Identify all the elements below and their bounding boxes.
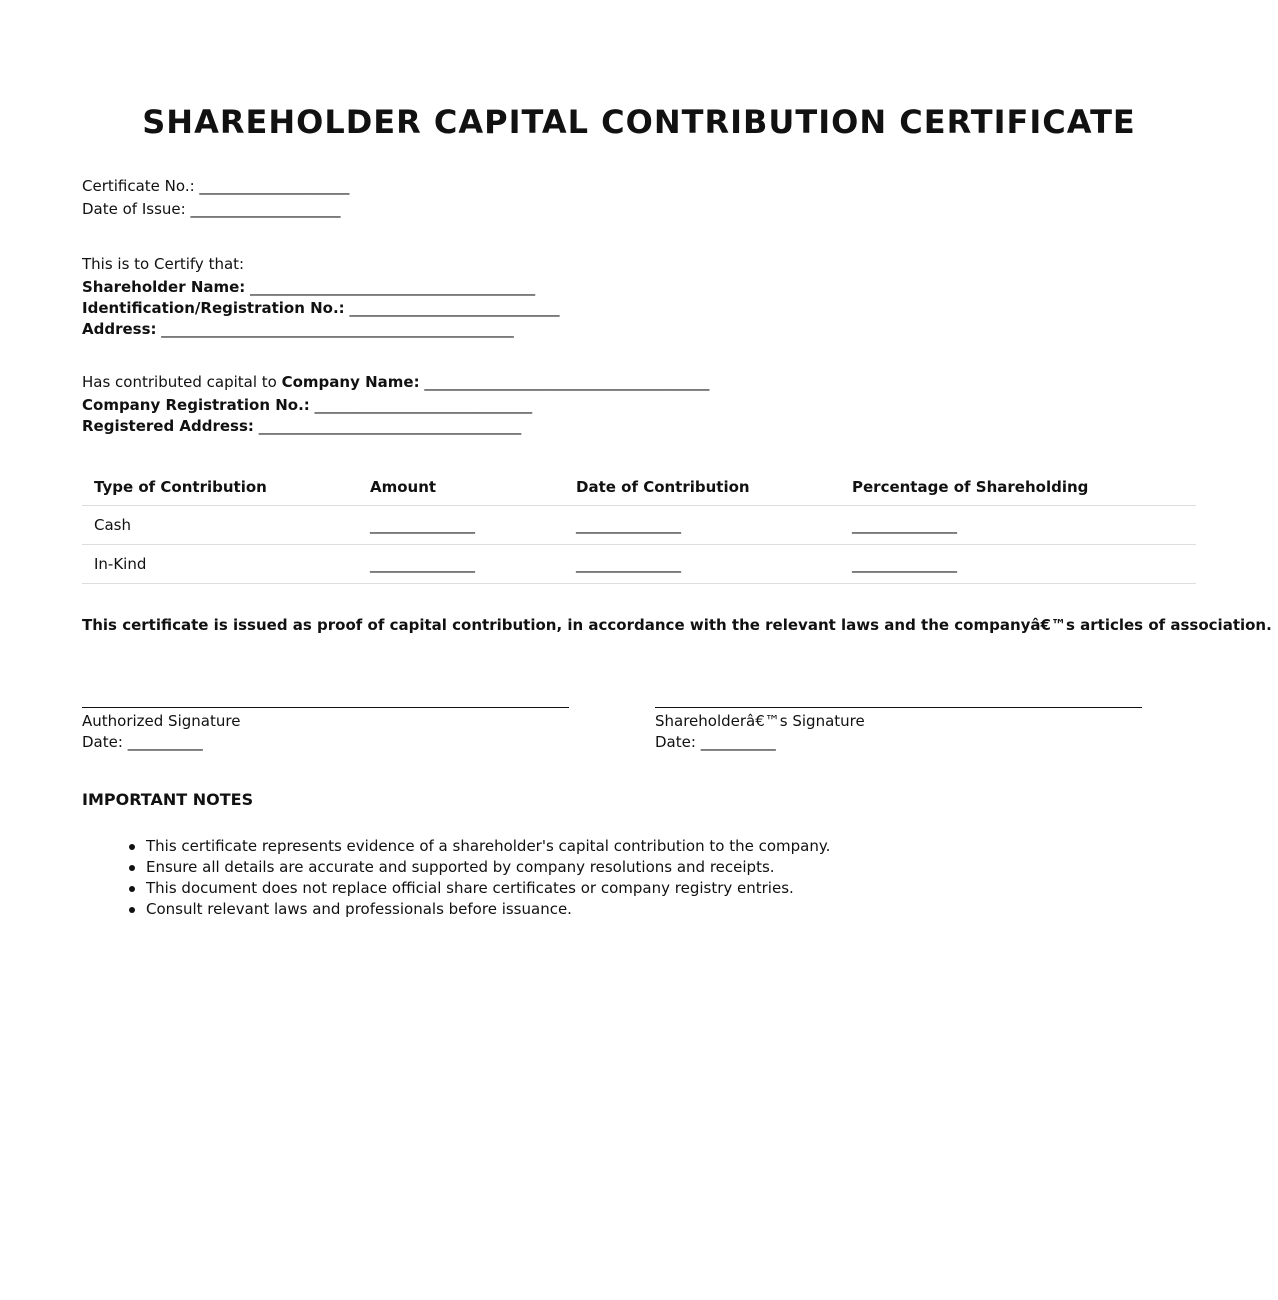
certify-intro: This is to Certify that:	[82, 255, 245, 273]
date-label: Date:	[82, 733, 123, 751]
table-cell: ______________	[576, 516, 681, 534]
table-cell: ______________	[852, 555, 957, 573]
shareholder-name-label: Shareholder Name:	[82, 278, 246, 296]
date-label: Date:	[655, 733, 696, 751]
certificate-no-blank: ____________________	[199, 177, 350, 195]
list-item: This certificate represents evidence of a shareholder's capital contribution to the company.	[146, 837, 831, 855]
table-row	[82, 545, 1196, 584]
registered-address-field	[82, 416, 521, 437]
company-name-label: Company Name:	[281, 373, 420, 391]
notes-list	[146, 836, 830, 920]
contribution-table	[82, 468, 1196, 584]
date-blank: __________	[700, 733, 776, 751]
company-name-blank: ______________________________________	[424, 373, 710, 391]
company-registration-field	[82, 395, 532, 416]
notes-title: IMPORTANT NOTES	[82, 790, 254, 809]
address-label: Address:	[82, 320, 157, 338]
registered-address-label: Registered Address:	[82, 417, 254, 435]
table-cell: In-Kind	[94, 555, 147, 573]
certificate-no-label: Certificate No.:	[82, 177, 195, 195]
table-header-cell: Percentage of Shareholding	[852, 478, 1089, 496]
certificate-statement: This certificate is issued as proof of capital contribution, in accordance with the relevant laws and the companyâ€™s articles of association.	[82, 616, 1272, 634]
authorized-signature-label: Authorized Signature	[82, 712, 241, 730]
table-header-cell: Type of Contribution	[94, 478, 267, 496]
authorized-signature-block	[82, 707, 569, 753]
signature-line	[82, 707, 569, 708]
shareholder-name-field	[82, 277, 535, 298]
certificate-no-field	[82, 176, 349, 197]
date-of-issue-blank: ____________________	[190, 200, 341, 218]
table-cell: ______________	[370, 516, 475, 534]
date-blank: __________	[127, 733, 203, 751]
address-blank: _______________________________________________	[161, 320, 514, 338]
table-cell: ______________	[576, 555, 681, 573]
table-header-cell: Date of Contribution	[576, 478, 750, 496]
company-name-field	[82, 372, 709, 393]
table-cell: ______________	[852, 516, 957, 534]
authorized-signature-date	[82, 732, 569, 753]
shareholder-signature-label: Shareholderâ€™s Signature	[655, 712, 865, 730]
date-of-issue-label: Date of Issue:	[82, 200, 186, 218]
signature-line	[655, 707, 1142, 708]
id-no-field	[82, 298, 559, 319]
table-cell: Cash	[94, 516, 131, 534]
company-intro: Has contributed capital to	[82, 373, 277, 391]
list-item: This document does not replace official share certificates or company registry entries.	[146, 878, 830, 899]
company-registration-label: Company Registration No.:	[82, 396, 310, 414]
table-cell: ______________	[370, 555, 475, 573]
id-no-label: Identification/Registration No.:	[82, 299, 345, 317]
address-field	[82, 319, 514, 340]
list-item: Consult relevant laws and professionals before issuance.	[146, 899, 830, 920]
company-registration-blank: _____________________________	[314, 396, 533, 414]
id-no-blank: ____________________________	[349, 299, 560, 317]
table-row	[82, 506, 1196, 545]
table-header-cell: Amount	[370, 478, 437, 496]
shareholder-signature-block	[655, 707, 1142, 753]
shareholder-name-blank: ______________________________________	[250, 278, 536, 296]
date-of-issue-field	[82, 199, 340, 220]
table-header-row	[82, 468, 1196, 506]
registered-address-blank: ___________________________________	[258, 417, 522, 435]
list-item: Ensure all details are accurate and supported by company resolutions and receipts.	[146, 857, 830, 878]
document-title: SHAREHOLDER CAPITAL CONTRIBUTION CERTIFICATE	[142, 103, 1136, 141]
shareholder-signature-date	[655, 732, 1142, 753]
